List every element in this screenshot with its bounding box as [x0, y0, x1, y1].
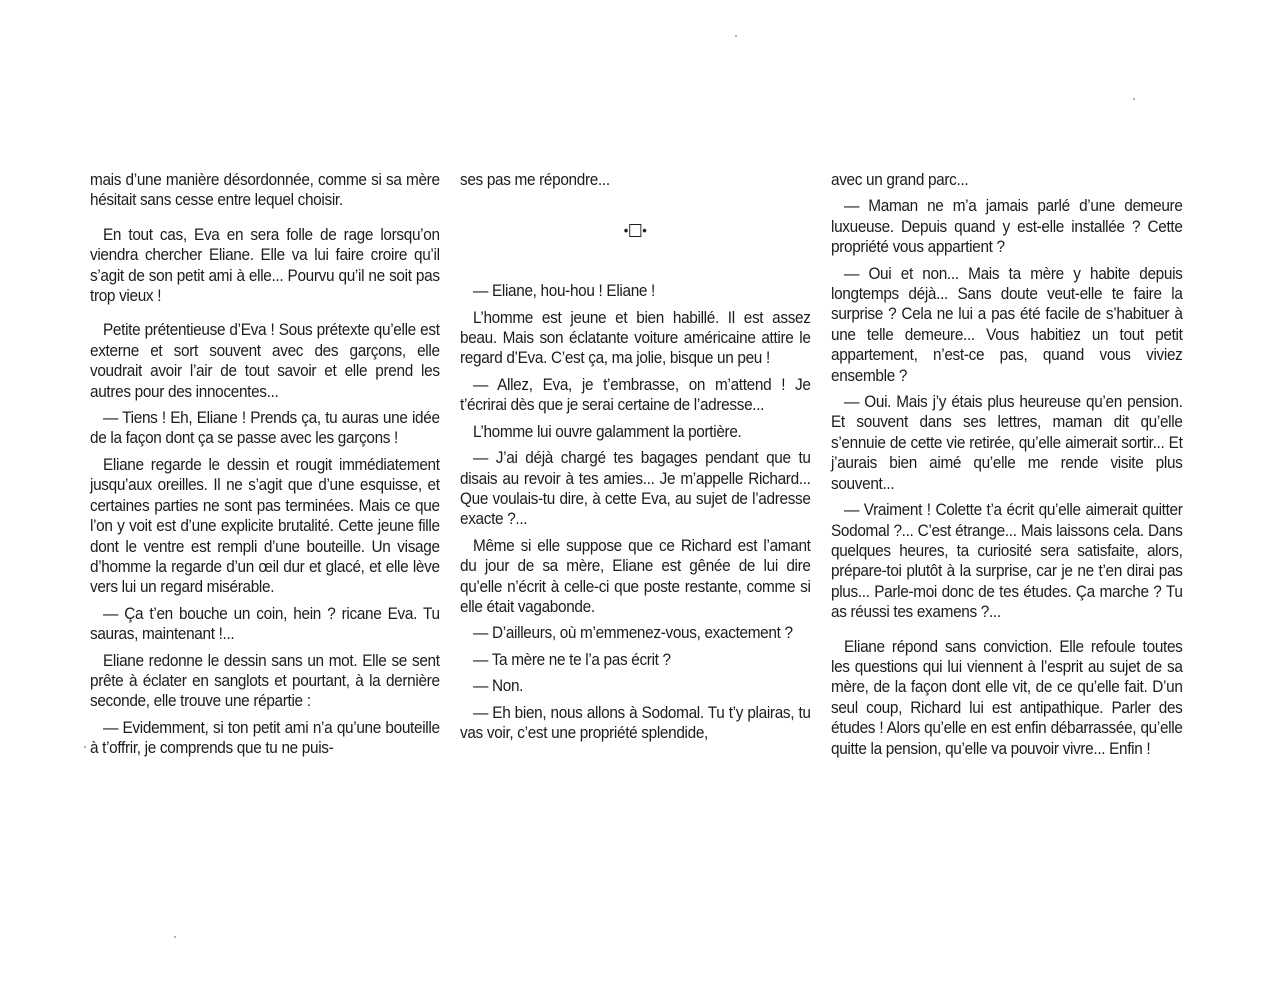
bullet-icon: • — [642, 222, 647, 239]
paragraph: — Tiens ! Eh, Eliane ! Prends ça, tu auras une idée de la façon dont ça se passe avec les garçons ! — [90, 409, 440, 448]
text-column-1 — [90, 170, 440, 765]
paragraph: — Allez, Eva, je t’embrasse, on m’attend ! Je t’écrirai dès que je serai certaine de l’adresse... — [460, 375, 811, 415]
scan-speck — [1133, 98, 1135, 100]
paragraph: — Non. — [473, 677, 524, 696]
paragraph: L’homme est jeune et bien habillé. Il est assez beau. Mais son éclatante voiture américaine attire le regard d’Eva. C’est ça, ma jolie, bisque un peu ! — [460, 308, 811, 368]
paragraph: — Maman ne m’a jamais parlé d’une demeure luxueuse. Depuis quand y est-elle installée ? Cette propriété vous appartient ? — [831, 197, 1183, 257]
paragraph: Eliane redonne le dessin sans un mot. Elle se sent prête à éclater en sanglots et pourtant, à la dernière seconde, elle trouve une répartie : — [90, 651, 440, 711]
paragraph: — Oui. Mais j’y étais plus heureuse qu’en pension. Et souvent dans ses lettres, maman dit qu’elle s’ennuie de cette vie retirée, qu’elle aimerait sortir... Et j’aurais bien aimé qu’elle me rende visite plus souvent... — [831, 393, 1183, 493]
section-break-ornament — [460, 220, 811, 241]
paragraph: — Eh bien, nous allons à Sodomal. Tu t’y plairas, tu vas voir, c’est une propriété splendide, — [460, 703, 811, 742]
scan-speck — [174, 936, 176, 938]
paragraph: ses pas me répondre... — [460, 171, 610, 189]
paragraph: L’homme lui ouvre galamment la portière. — [473, 422, 742, 441]
paragraph: mais d’une manière désordonnée, comme si sa mère hésitait sans cesse entre lequel choisir. — [90, 171, 440, 210]
paragraph: — Evidemment, si ton petit ami n’a qu’une bouteille à t’offrir, je comprends que tu ne puis- — [90, 718, 440, 758]
paragraph: — J’ai déjà chargé tes bagages pendant que tu disais au revoir à tes amies... Je m’appelle Richard... Que voulais-tu dire, à cette Eva, au sujet de l’adresse exacte ?... — [460, 449, 811, 529]
paragraph: — Eliane, hou-hou ! Eliane ! — [473, 282, 655, 301]
paragraph: — D’ailleurs, où m’emmenez-vous, exactement ? — [473, 624, 793, 643]
paragraph: — Oui et non... Mais ta mère y habite depuis longtemps déjà... Sans doute veut-elle te faire la surprise ? Cela ne lui a pas été facile de s’habituer à une telle demeure... Vous habitiez un tout petit appartement, n’est-ce pas, quand vous viviez ensemble ? — [831, 264, 1183, 385]
paragraph: — Ça t’en bouche un coin, hein ? ricane Eva. Tu sauras, maintenant !... — [90, 604, 440, 644]
square-icon — [629, 224, 641, 237]
bullet-icon: • — [623, 222, 629, 239]
paragraph: En tout cas, Eva en sera folle de rage lorsqu’on viendra chercher Eliane. Elle va lui faire croire qu’il s’agit de son petit ami à elle... Pourvu qu’il ne soit pas trop vieux ! — [90, 225, 440, 306]
paragraph: Petite prétentieuse d’Eva ! Sous prétexte qu’elle est externe et sort souvent avec des garçons, elle voudrait avoir l’air de tout savoir et elle prend les autres pour des innocentes... — [90, 321, 440, 401]
text-column-3 — [831, 170, 1183, 765]
paragraph: Eliane regarde le dessin et rougit immédiatement jusqu’aux oreilles. Il ne s’agit que d’une esquisse, et certaines parties ne sont pas terminées. Mais ce que l’on y voit est d’une explicite brutalité. Cette jeune fille dont le ventre est rempli d’une bouteille. Un visage d’homme la regarde d’un œil dur et glacé, et elle lève vers lui un regard misérable. — [90, 455, 440, 597]
scan-speck — [735, 35, 737, 37]
text-column-2 — [460, 170, 811, 749]
paragraph: Même si elle suppose que ce Richard est l’amant du jour de sa mère, Eliane est gênée de lui dire qu’elle n’écrit à celle-ci que poste restante, comme si elle était vagabonde. — [460, 536, 811, 616]
paragraph: — Ta mère ne te l’a pas écrit ? — [473, 650, 671, 669]
paragraph: avec un grand parc... — [831, 171, 969, 189]
paragraph: — Vraiment ! Colette t’a écrit qu’elle aimerait quitter Sodomal ?... C’est étrange... Mais laissons cela. Dans quelques heures, ta curiosité sera satisfaite, alors, prépare-toi plutôt à la surprise, car je ne t’en dirai pas plus... Parle-moi donc de tes études. Ça marche ? Tu as réussi tes examens ?... — [831, 501, 1183, 622]
scan-speck — [84, 746, 86, 748]
paragraph: Eliane répond sans conviction. Elle refoule toutes les questions qui lui viennent à l’esprit au sujet de sa mère, de la façon dont elle vit, de ce qu’elle fait. D’un seul coup, Richard lui est antipathique. Parler des études ! Alors qu’elle en est enfin débarrassée, qu’elle quitte la pension, qu’elle va pouvoir vivre... Enfin ! — [831, 637, 1183, 758]
